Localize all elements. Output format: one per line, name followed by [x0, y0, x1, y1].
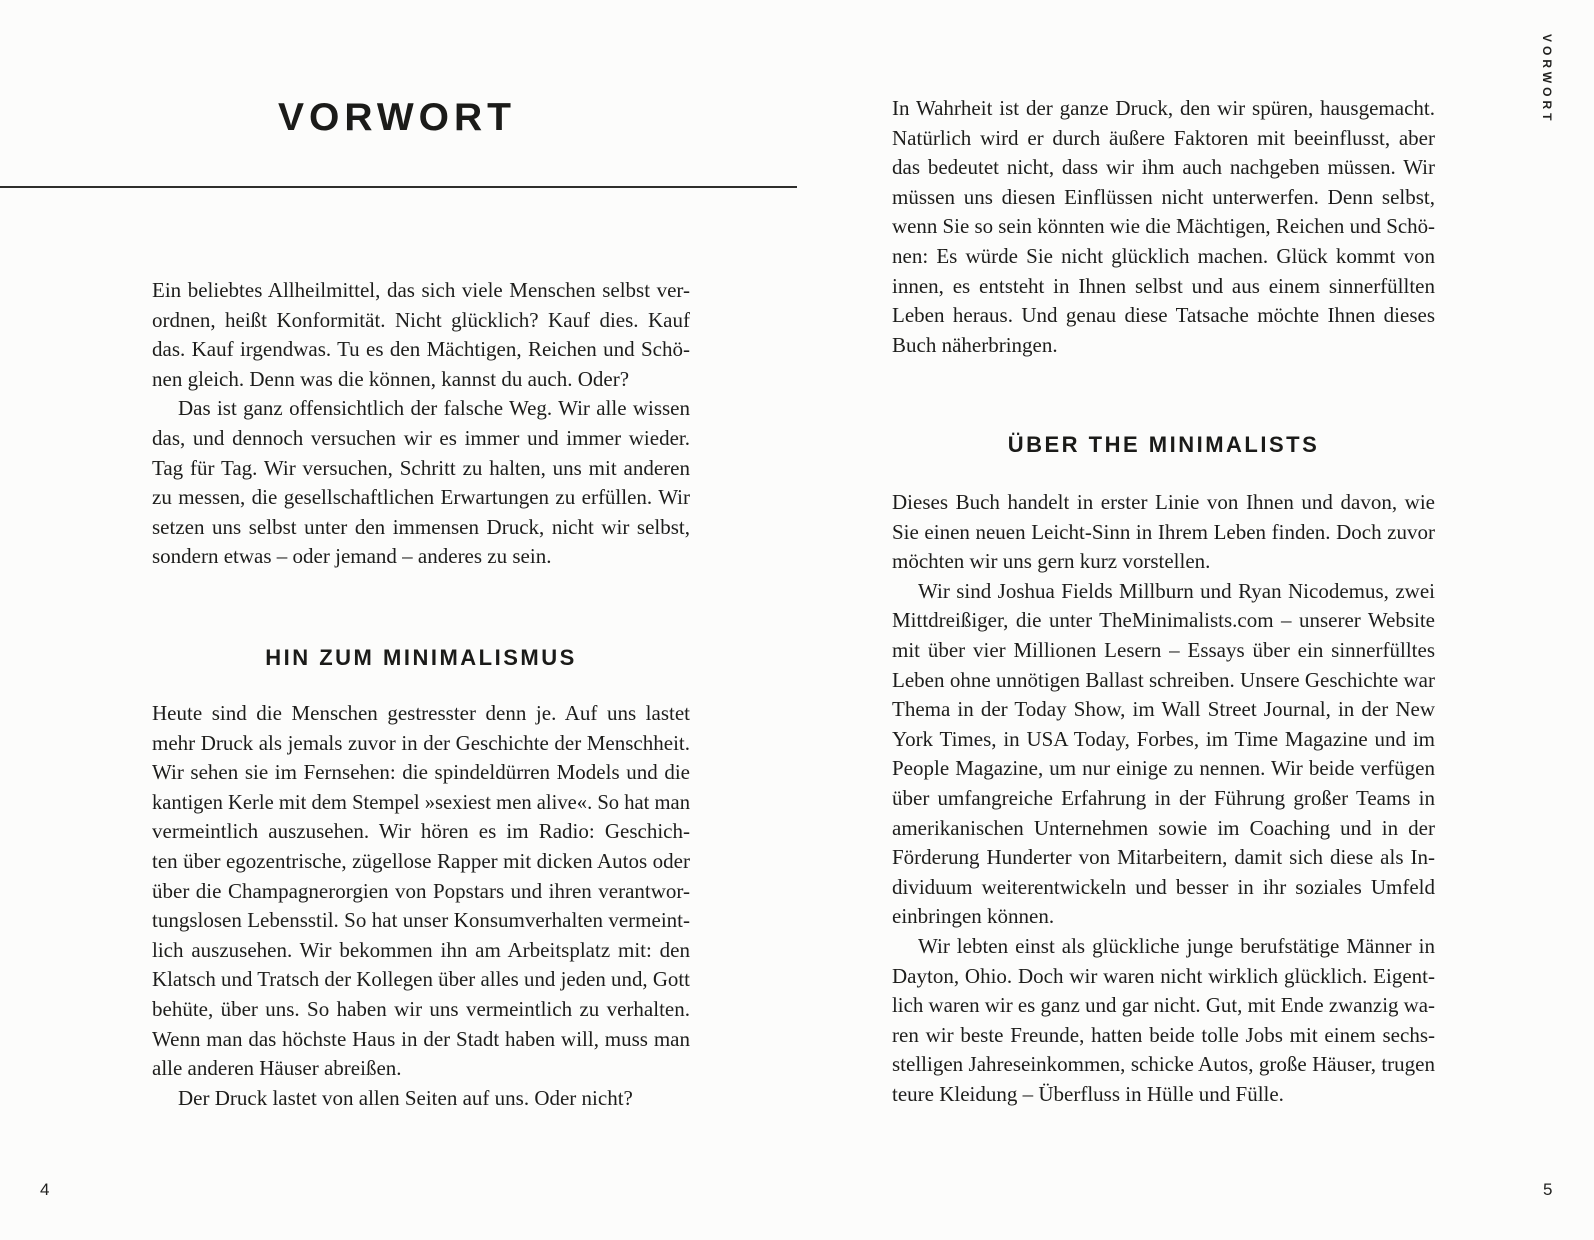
text-line: Buch näherbringen. [892, 332, 1058, 357]
text-line: Wir sind Joshua Fields Millburn und Ryan Nicodemus, zwei [918, 578, 1435, 603]
text-line: Wir sehen sie im Fernsehen: die spindeldürren Models und die [152, 760, 690, 785]
text-line: ren wir beste Freunde, hatten beide tolle Jobs mit einem sechs- [892, 1022, 1435, 1047]
text-line: müssen uns diesen Einflüssen nicht unterwerfen. Denn selbst, [892, 184, 1435, 209]
text-line: Klatsch und Tratsch der Kollegen über alles und jeden und, Gott [152, 967, 690, 992]
text-line: lich waren wir es ganz und gar nicht. Gut, mit Ende zwanzig wa- [892, 993, 1435, 1018]
left-text-block-top [152, 276, 690, 572]
left-text-block-bottom [152, 699, 690, 1113]
text-line: Der Druck lastet von allen Seiten auf uns. Oder nicht? [178, 1085, 633, 1110]
text-line: ordnen, heißt Konformität. Nicht glücklich? Kauf dies. Kauf [152, 307, 690, 332]
text-line: über die Champagnerorgien von Popstars und ihren verantwor- [152, 878, 690, 903]
paragraph [152, 276, 690, 394]
text-line: möchten wir uns gern kurz vorstellen. [892, 549, 1211, 574]
paragraph [152, 699, 690, 1084]
text-line: das, und dennoch versuchen wir es immer und immer wieder. [152, 425, 690, 450]
text-line: mehr Druck als jemals zuvor in der Geschichte der Menschheit. [152, 730, 690, 755]
text-line: vermeintlich auszusehen. Wir hören es im Radio: Geschich- [152, 819, 690, 844]
page-number-right: 5 [1543, 1180, 1553, 1199]
text-line: nen: Es würde Sie nicht glücklich machen. Glück kommt von [892, 243, 1435, 268]
text-line: stelligen Jahreseinkommen, schicke Autos, große Häuser, trugen [892, 1052, 1435, 1077]
section-heading-right: ÜBER THE MINIMALISTS [1007, 432, 1320, 457]
text-line: Dayton, Ohio. Doch wir waren nicht wirklich glücklich. Eigent- [892, 963, 1435, 988]
paragraph [892, 488, 1435, 577]
paragraph [892, 932, 1435, 1110]
text-line: Leben ohne unnötigen Ballast schreiben. Unsere Geschichte war [892, 667, 1435, 692]
text-line: Thema in der Today Show, im Wall Street Journal, in der New [892, 697, 1435, 722]
text-line: mit über vier Millionen Lesern – Essays über ein sinnerfülltes [892, 637, 1435, 662]
page-number-left: 4 [40, 1180, 50, 1199]
text-line: setzen uns selbst unter den immensen Druck, nicht wir selbst, [152, 514, 690, 539]
text-line: zu messen, die gesellschaftlichen Erwartungen zu erfüllen. Wir [152, 485, 690, 510]
text-line: Heute sind die Menschen gestresster denn je. Auf uns lastet [152, 701, 690, 725]
text-line: innen, es entsteht in Ihnen selbst und aus einem sinnerfüllten [892, 273, 1435, 298]
text-line: alle anderen Häuser abreißen. [152, 1056, 402, 1081]
text-line: Wir lebten einst als glückliche junge berufstätige Männer in [918, 933, 1435, 958]
text-line: behüte, über uns. So haben wir uns vermeintlich zu verhalten. [152, 996, 690, 1021]
text-line: Wenn man das höchste Haus in der Stadt haben will, muss man [152, 1026, 690, 1051]
paragraph [892, 577, 1435, 932]
text-line: Dieses Buch handelt in erster Linie von Ihnen und davon, wie [892, 490, 1435, 514]
text-line: Leben heraus. Und genau diese Tatsache möchte Ihnen dieses [892, 303, 1435, 328]
section-heading-left: HIN ZUM MINIMALISMUS [265, 645, 577, 670]
text-line: People Magazine, um nur einige zu nennen. Wir beide verfügen [892, 756, 1435, 781]
paragraph [152, 394, 690, 572]
text-line: amerikanischen Unternehmen sowie im Coaching und in der [892, 815, 1435, 840]
text-line: kantigen Kerle mit dem Stempel »sexiest men alive«. So hat man [152, 789, 690, 814]
text-line: wenn Sie so sein könnten wie die Mächtigen, Reichen und Schö- [892, 214, 1435, 239]
text-line: Das ist ganz offensichtlich der falsche Weg. Wir alle wissen [178, 396, 690, 421]
text-line: lich auszusehen. Wir bekommen ihn am Arbeitsplatz mit: den [152, 937, 690, 962]
text-line: das bedeutet nicht, dass wir ihm auch nachgeben müssen. Wir [892, 155, 1435, 180]
chapter-title: VORWORT [278, 96, 516, 139]
text-line: Förderung Hunderter von Mitarbeitern, damit sich diese als In- [892, 845, 1435, 870]
title-rule [0, 186, 797, 188]
text-line: Ein beliebtes Allheilmittel, das sich viele Menschen selbst ver- [152, 278, 690, 302]
text-line: sondern etwas – oder jemand – anderes zu sein. [152, 544, 552, 569]
text-line: Sie einen neuen Leicht-Sinn in Ihrem Leben finden. Doch zuvor [892, 519, 1435, 544]
text-line: teure Kleidung – Überfluss in Hülle und Fülle. [892, 1081, 1284, 1106]
text-line: dividuum weiterentwickeln und besser in ihr soziales Umfeld [892, 874, 1435, 899]
text-line: einbringen können. [892, 904, 1055, 929]
paragraph [892, 94, 1435, 360]
text-line: Mittdreißiger, die unter TheMinimalists.com – unserer Website [892, 608, 1435, 633]
text-line: das. Kauf irgendwas. Tu es den Mächtigen, Reichen und Schö- [152, 337, 690, 362]
text-line: ten über egozentrische, zügellose Rapper mit dicken Autos oder [152, 848, 690, 873]
text-line: tungslosen Lebensstil. So hat unser Konsumverhalten vermeint- [152, 908, 690, 933]
text-line: über umfangreiche Erfahrung in der Führung großer Teams in [892, 785, 1435, 810]
paragraph [152, 1084, 690, 1114]
text-line: Natürlich wird er durch äußere Faktoren mit beeinflusst, aber [892, 125, 1435, 150]
text-line: nen gleich. Denn was die können, kannst du auch. Oder? [152, 366, 630, 391]
right-text-block-top [892, 94, 1435, 360]
running-header-vertical: VORWORT [1540, 34, 1554, 125]
right-text-block-bottom [892, 488, 1435, 1109]
text-line: Tag für Tag. Wir versuchen, Schritt zu halten, uns mit anderen [152, 455, 690, 480]
text-line: In Wahrheit ist der ganze Druck, den wir spüren, hausgemacht. [892, 96, 1435, 120]
text-line: York Times, in USA Today, Forbes, im Time Magazine und im [892, 726, 1435, 751]
